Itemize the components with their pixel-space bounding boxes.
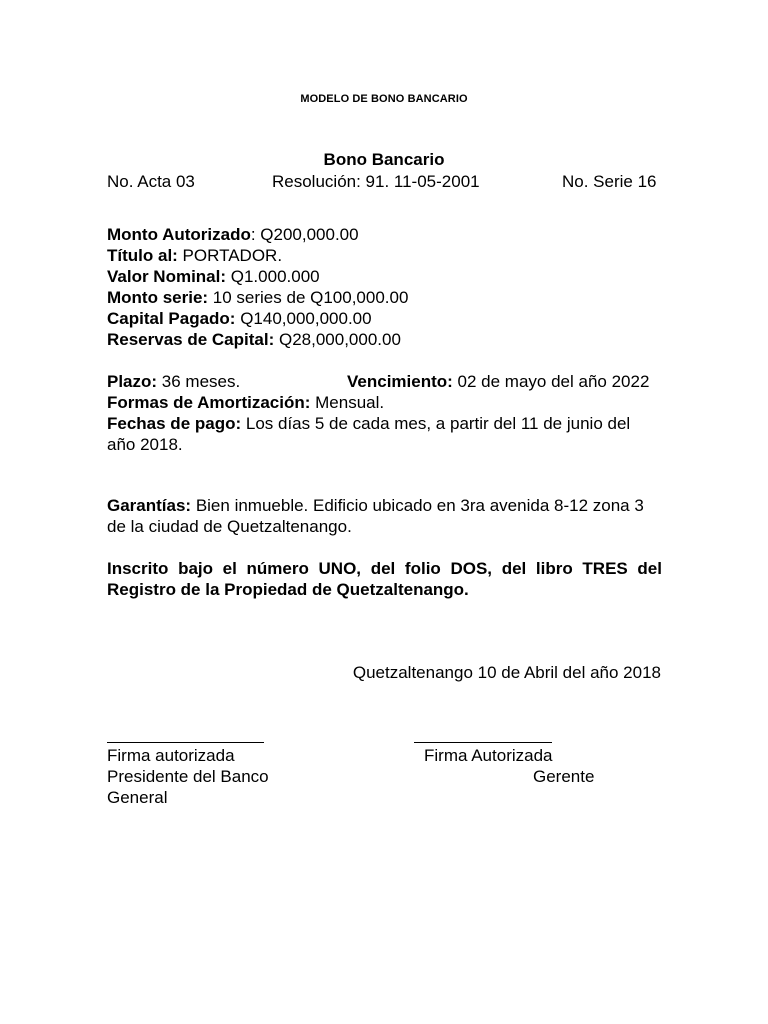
detail-label: Reservas de Capital: [107,330,275,349]
detail-value: Q1.000.000 [226,267,320,286]
left-signature-line [107,742,264,743]
detail-monto-serie [107,287,408,308]
right-signature-label: Firma Autorizada [424,746,553,765]
detail-valor-nominal [107,266,320,287]
amortizacion-label: Formas de Amortización: [107,393,311,412]
plazo-label: Plazo: [107,372,158,391]
detail-value: Q28,000,000.00 [274,330,401,349]
detail-label: Título al: [107,246,178,265]
detail-value: Q140,000,000.00 [235,309,372,328]
fechas-pago-value: Los días 5 de cada mes, a partir del 11 de junio del año 2018. [107,414,631,454]
amortizacion-value: Mensual. [310,393,385,412]
fechas-pago-label: Fechas de pago: [107,414,242,433]
detail-capital-pagado [107,308,372,329]
plazo-value: 36 meses. [157,372,241,391]
detail-monto-autorizado [107,224,359,245]
fechas-pago-paragraph [107,413,662,455]
left-signature-label: Firma autorizada [107,746,235,765]
detail-label: Monto serie: [107,288,209,307]
vencimiento-label: Vencimiento: [347,372,453,391]
document-title: MODELO DE BONO BANCARIO [300,93,468,105]
vencimiento-line [347,371,649,392]
left-signature-role: Presidente del Banco [107,767,269,786]
amortizacion-line [107,392,384,413]
garantias-paragraph [107,495,662,537]
detail-value: PORTADOR. [177,246,283,265]
plazo-line [107,371,240,392]
serie-number: No. Serie 16 [562,172,657,191]
detail-reservas-capital [107,329,401,350]
detail-label: Capital Pagado: [107,309,236,328]
bond-heading: Bono Bancario [323,150,445,169]
garantias-label: Garantías: [107,496,192,515]
right-signature-role-continued: General [107,788,168,807]
detail-value: : Q200,000.00 [250,225,359,244]
right-signature-line [414,742,552,743]
detail-label: Monto Autorizado [107,225,251,244]
garantias-value: Bien inmueble. Edificio ubicado en 3ra avenida 8-12 zona 3 de la ciudad de Quetzaltenango. [107,496,644,536]
inscripcion-paragraph: Inscrito bajo el número UNO, del folio DOS, del libro TRES del Registro de la Propiedad de Quetzaltenango. [107,559,662,599]
detail-label: Valor Nominal: [107,267,227,286]
detail-titulo [107,245,282,266]
detail-value: 10 series de Q100,000.00 [208,288,409,307]
resolution: Resolución: 91. 11-05-2001 [272,172,480,191]
place-date: Quetzaltenango 10 de Abril del año 2018 [352,663,661,682]
right-signature-role: Gerente [533,767,595,786]
acta-number: No. Acta 03 [107,172,195,191]
vencimiento-value: 02 de mayo del año 2022 [452,372,650,391]
